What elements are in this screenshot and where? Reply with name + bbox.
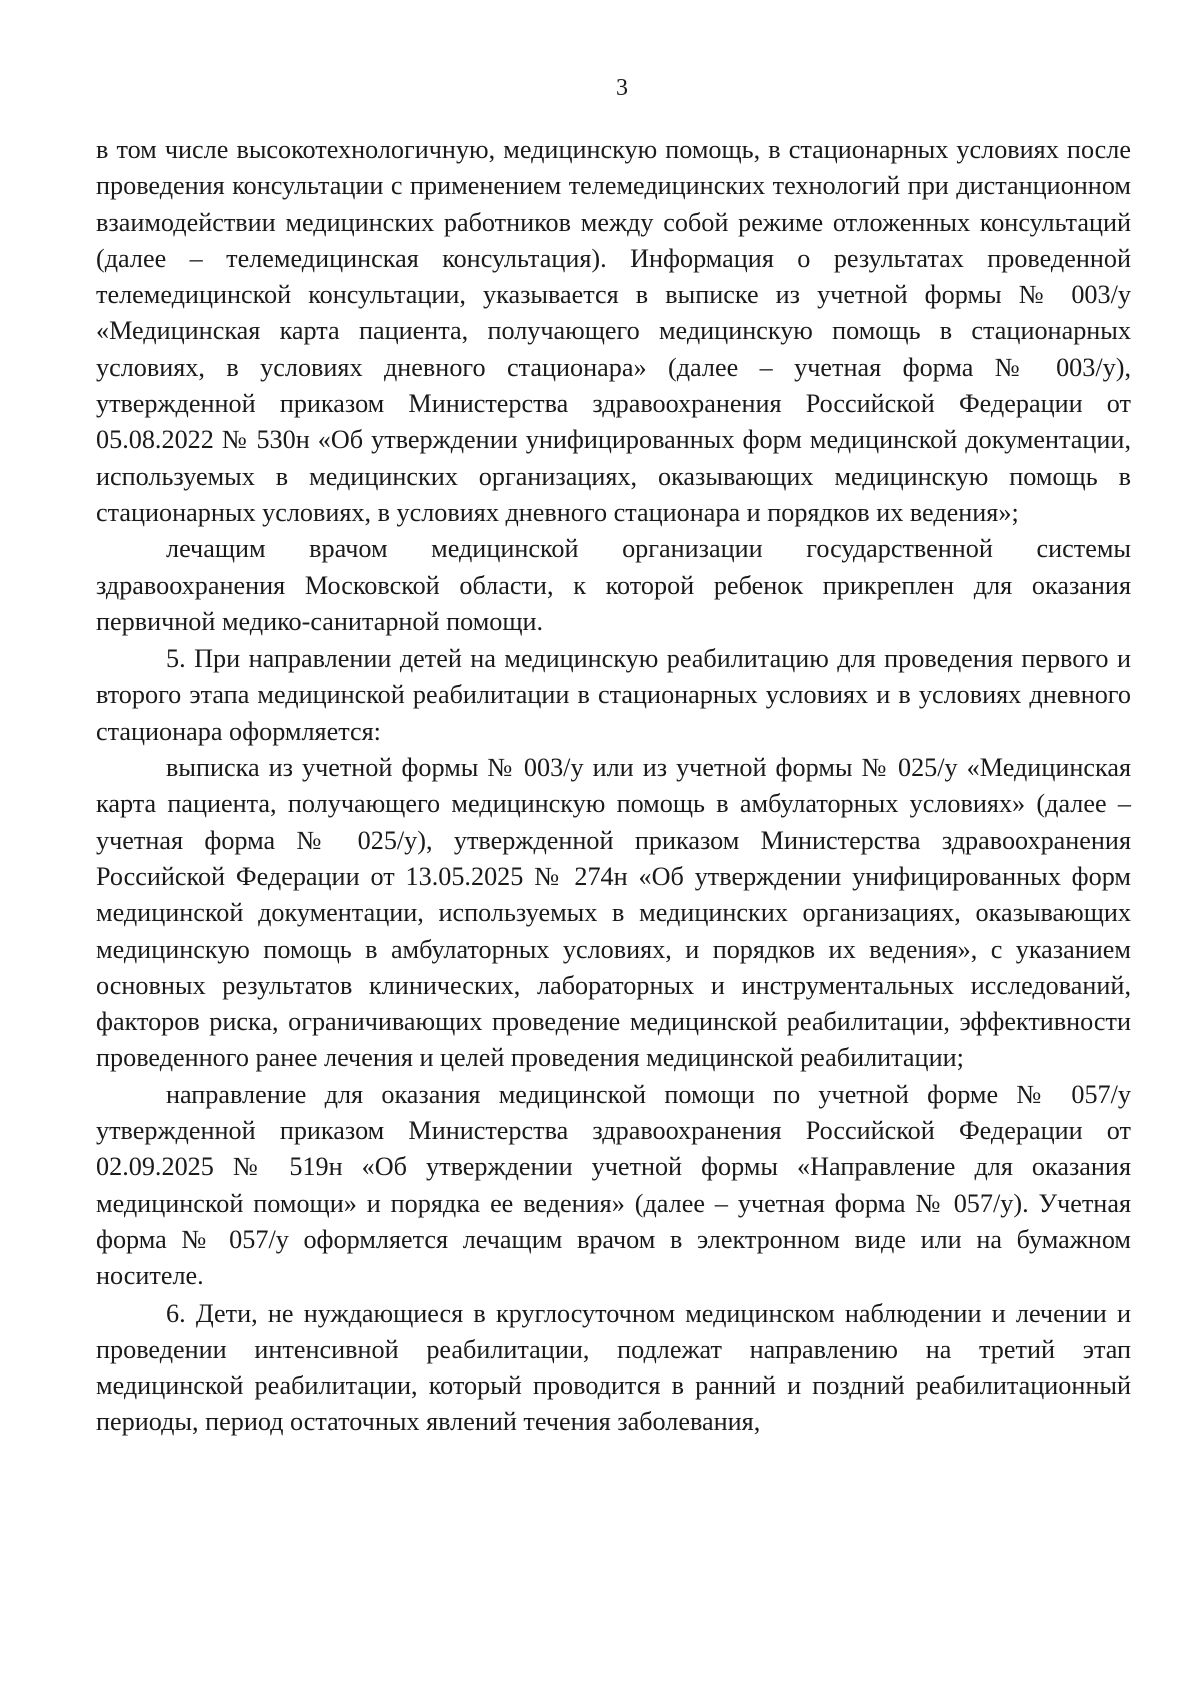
page-number: 3 [616, 75, 628, 101]
paragraph-item-6: 6. Дети, не нуждающиеся в круглосуточном медицинском наблюдении и лечении и проведении интенсивной реабилитации, подлежат направлению на третий этап медицинской реабилитации, который проводится в ранний и поздний реабилитационный периоды, период остаточных явлений течения заболевания, [96, 1298, 1131, 1437]
paragraph-attending-physician: лечащим врачом медицинской организации государственной системы здравоохранения Московской области, к которой ребенок прикреплен для оказания первичной медико-санитарной помощи. [96, 534, 1131, 636]
paragraph-continuation: в том числе высокотехнологичную, медицинскую помощь, в стационарных условиях после проведения консультации с применением телемедицинских технологий при дистанционном взаимодействии медицинских работников между собой режиме отложенных консультаций (далее – телемедицинская консультация). Информация о результатах проведенной телемедицинской консультации, указывается в выписке из учетной формы № 003/у «Медицинская карта пациента, получающего медицинскую помощь в стационарных условиях, в условиях дневного стационара» (далее – учетная форма № 003/у), утвержденной приказом Министерства здравоохранения Российской Федерации от 05.08.2022 № 530н «Об утверждении унифицированных форм медицинской документации, используемых в медицинских организациях, оказывающих медицинскую помощь в стационарных условиях, в условиях дневного стационара и порядков их ведения»; [96, 135, 1131, 527]
document-body [96, 132, 1131, 1441]
paragraph-extract-form: выписка из учетной формы № 003/у или из учетной формы № 025/у «Медицинская карта пациента, получающего медицинскую помощь в амбулаторных условиях» (далее – учетная форма № 025/у), утвержденной приказом Министерства здравоохранения Российской Федерации от 13.05.2025 № 274н «Об утверждении унифицированных форм медицинской документации, используемых в медицинских организациях, оказывающих медицинскую помощь в амбулаторных условиях, и порядков их ведения», с указанием основных результатов клинических, лабораторных и инструментальных исследований, факторов риска, ограничивающих проведение медицинской реабилитации, эффективности проведенного ранее лечения и целей проведения медицинской реабилитации; [96, 753, 1131, 1073]
paragraph-referral-form: направление для оказания медицинской помощи по учетной форме № 057/у утвержденной приказом Министерства здравоохранения Российской Федерации от 02.09.2025 № 519н «Об утверждении учетной формы «Направление для оказания медицинской помощи» и порядка ее ведения» (далее – учетная форма № 057/у). Учетная форма № 057/у оформляется лечащим врачом в электронном виде или на бумажном носителе. [96, 1079, 1131, 1291]
paragraph-item-5: 5. При направлении детей на медицинскую реабилитацию для проведения первого и второго этапа медицинской реабилитации в стационарных условиях и в условиях дневного стационара оформляется: [96, 644, 1131, 746]
